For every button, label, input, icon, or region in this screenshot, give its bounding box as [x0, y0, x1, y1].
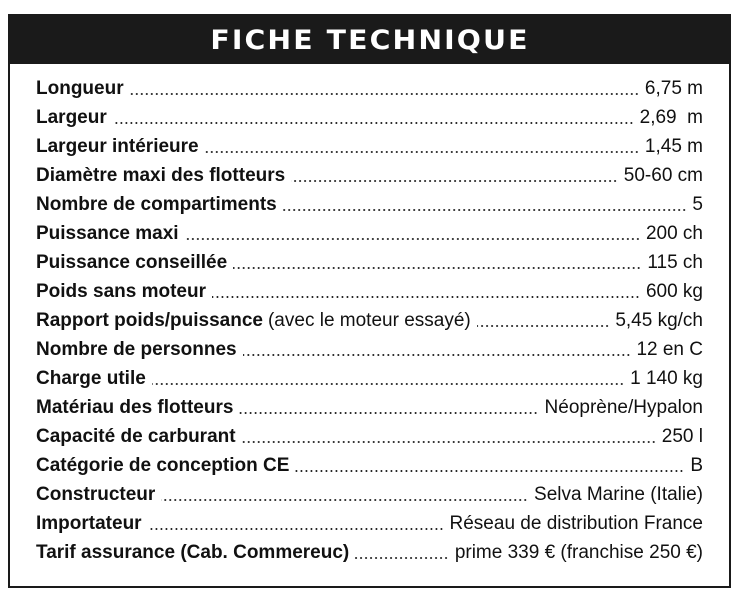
- dot-leader: [243, 335, 631, 364]
- spec-row-puissance-conseillee: [36, 248, 703, 277]
- spec-value: 5,45 kg/ch: [615, 310, 703, 331]
- spec-row-materiau: [36, 393, 703, 422]
- spec-sheet-header: [10, 16, 729, 64]
- dot-leader: [355, 538, 449, 567]
- spec-sheet-card: [8, 14, 731, 588]
- spec-label: Puissance conseillée: [36, 252, 228, 273]
- spec-row-rapport-poids-puissance: [36, 306, 703, 335]
- spec-value: 250 l: [661, 426, 703, 447]
- spec-label: Catégorie de conception CE: [36, 455, 290, 476]
- dot-leader: [239, 393, 538, 422]
- spec-row-importateur: [36, 509, 703, 538]
- spec-value: 200 ch: [645, 223, 703, 244]
- spec-value: B: [690, 455, 703, 476]
- spec-label: Diamètre maxi des flotteurs: [36, 165, 286, 186]
- spec-label: Poids sans moteur: [36, 281, 206, 302]
- spec-label: Puissance maxi: [36, 223, 179, 244]
- spec-label: Constructeur: [36, 484, 156, 505]
- spec-label: Charge utile: [36, 368, 146, 389]
- dot-leader: [233, 248, 641, 277]
- spec-label: Largeur intérieure: [36, 136, 199, 157]
- dot-leader: [291, 161, 618, 190]
- dot-leader: [161, 480, 528, 509]
- spec-value: 1 140 kg: [630, 368, 703, 389]
- spec-row-puissance-maxi: [36, 219, 703, 248]
- spec-value: 6,75 m: [644, 78, 703, 99]
- spec-value: Néoprène/Hypalon: [544, 397, 703, 418]
- spec-row-compartiments: [36, 190, 703, 219]
- dot-leader: [283, 190, 687, 219]
- spec-row-largeur-interieure: [36, 132, 703, 161]
- spec-label: Tarif assurance (Cab. Commereuc): [36, 542, 350, 563]
- spec-label: Importateur: [36, 513, 142, 534]
- spec-row-carburant: [36, 422, 703, 451]
- spec-row-personnes: [36, 335, 703, 364]
- spec-row-diametre-flotteurs: [36, 161, 703, 190]
- spec-label: Largeur: [36, 107, 107, 128]
- dot-leader: [242, 422, 656, 451]
- spec-row-poids: [36, 277, 703, 306]
- spec-row-charge-utile: [36, 364, 703, 393]
- spec-note: (avec le moteur essayé): [267, 310, 471, 331]
- dot-leader: [477, 306, 610, 335]
- spec-label: Capacité de carburant: [36, 426, 236, 447]
- spec-row-longueur: [36, 74, 703, 103]
- spec-row-constructeur: [36, 480, 703, 509]
- dot-leader: [113, 103, 634, 132]
- dot-leader: [130, 74, 639, 103]
- spec-row-tarif-assurance: [36, 538, 703, 567]
- dot-leader: [212, 277, 640, 306]
- spec-label: Longueur: [36, 78, 124, 99]
- spec-value: 115 ch: [647, 252, 703, 273]
- dot-leader: [295, 451, 684, 480]
- spec-row-categorie-ce: [36, 451, 703, 480]
- spec-value: Réseau de distribution France: [449, 513, 703, 534]
- dot-leader: [152, 364, 624, 393]
- spec-value: 5: [692, 194, 703, 215]
- spec-value: 600 kg: [645, 281, 703, 302]
- spec-value: Selva Marine (Italie): [534, 484, 703, 505]
- spec-value: 12 en C: [636, 339, 703, 360]
- spec-label: Nombre de compartiments: [36, 194, 277, 215]
- spec-label: Matériau des flotteurs: [36, 397, 234, 418]
- spec-label: Rapport poids/puissance: [36, 310, 263, 331]
- spec-value: 50-60 cm: [623, 165, 703, 186]
- spec-list: [36, 74, 703, 567]
- spec-value: 1,45 m: [644, 136, 703, 157]
- spec-value: prime 339 € (franchise 250 €): [454, 542, 703, 563]
- dot-leader: [185, 219, 640, 248]
- spec-row-largeur: [36, 103, 703, 132]
- spec-value: 2,69 m: [639, 107, 703, 128]
- dot-leader: [148, 509, 444, 538]
- spec-label: Nombre de personnes: [36, 339, 237, 360]
- spec-sheet-title: FICHE TECHNIQUE: [209, 24, 530, 56]
- dot-leader: [205, 132, 639, 161]
